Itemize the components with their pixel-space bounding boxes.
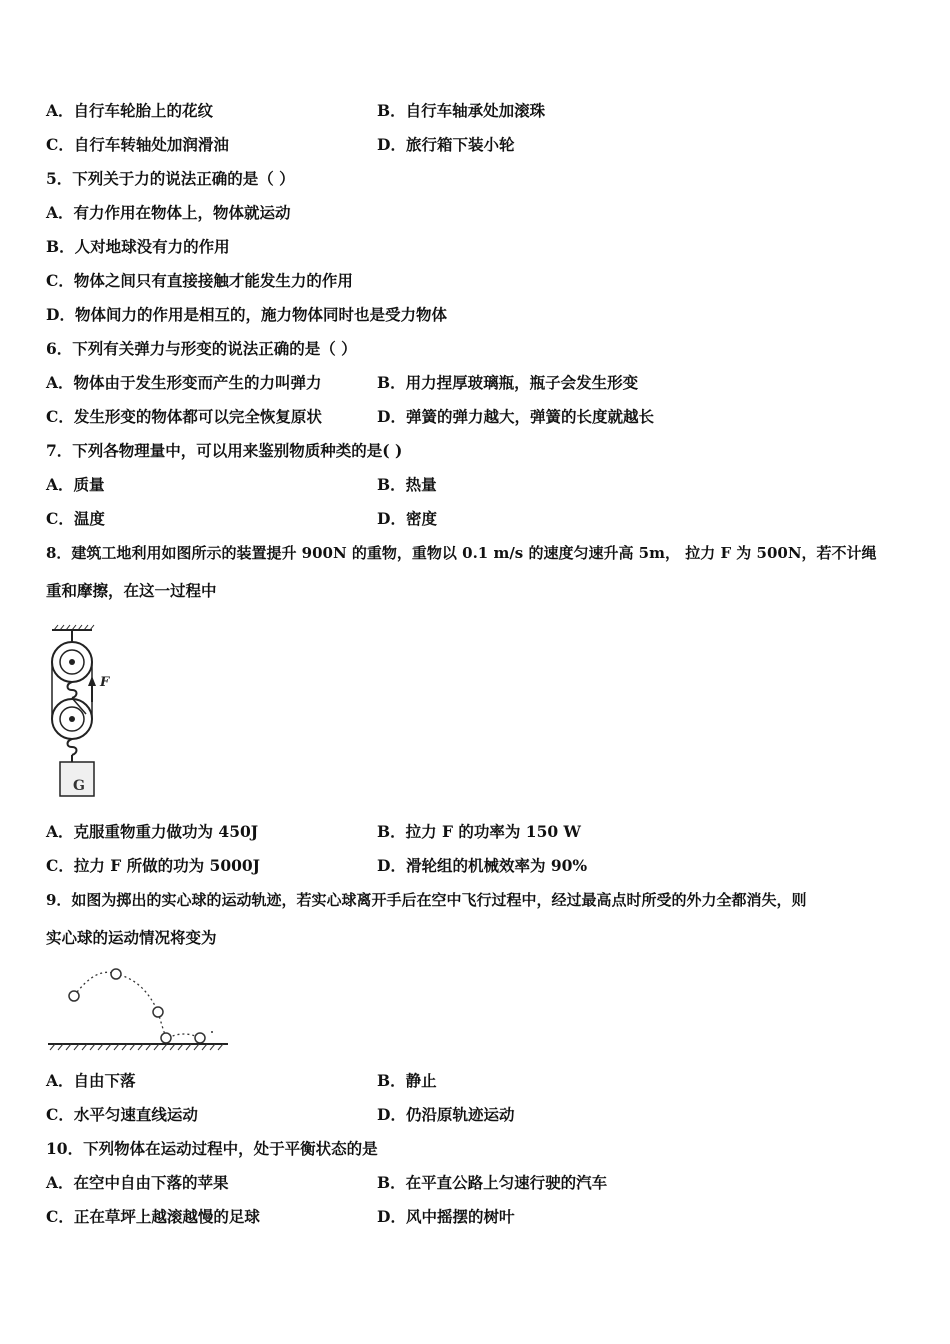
q8-option-b: B．拉力 F 的功率为 150 W [377,822,581,841]
q7-option-b: B．热量 [377,475,437,494]
pulley-system-figure [46,624,126,800]
q7-stem: 7．下列各物理量中，可以用来鉴别物质种类的是( ) [46,441,403,460]
q6-option-b: B．用力捏厚玻璃瓶，瓶子会发生形变 [377,373,639,392]
q4-option-c: C．自行车转轴处加润滑油 [46,135,229,154]
q7-option-a: A．质量 [46,475,105,494]
weight-label-g: G [73,778,85,794]
q8-option-c: C．拉力 F 所做的功为 5000J [46,856,261,875]
q4-option-a: A．自行车轮胎上的花纹 [46,101,214,120]
q8-option-a: A．克服重物重力做功为 450J [46,822,259,841]
q5-option-d: D．物体间力的作用是相互的，施力物体同时也是受力物体 [46,305,447,324]
ball-trajectory-figure [46,962,232,1054]
q6-option-a: A．物体由于发生形变而产生的力叫弹力 [46,373,322,392]
q9-stem-line1: 9．如图为掷出的实心球的运动轨迹，若实心球离开手后在空中飞行过程中，经过最高点时所受的外力全都消失，则 [46,891,807,909]
q9-option-c: C．水平匀速直线运动 [46,1105,198,1124]
q8-option-d: D．滑轮组的机械效率为 90% [377,856,588,875]
q7-option-c: C．温度 [46,509,105,528]
q10-option-a: A．在空中自由下落的苹果 [46,1173,229,1192]
q4-option-d: D．旅行箱下装小轮 [377,135,515,154]
q8-stem-line2: 重和摩擦，在这一过程中 [46,581,217,600]
q10-option-d: D．风中摇摆的树叶 [377,1207,515,1226]
q6-stem: 6．下列有关弹力与形变的说法正确的是（ ） [46,339,357,358]
q5-stem: 5．下列关于力的说法正确的是（ ） [46,169,295,188]
q10-option-c: C．正在草坪上越滚越慢的足球 [46,1207,260,1226]
q10-option-b: B．在平直公路上匀速行驶的汽车 [377,1173,608,1192]
q5-option-c: C．物体之间只有直接接触才能发生力的作用 [46,271,353,290]
q9-option-d: D．仍沿原轨迹运动 [377,1105,515,1124]
q9-stem-line2: 实心球的运动情况将变为 [46,928,217,947]
q9-option-b: B．静止 [377,1071,437,1090]
q10-stem: 10．下列物体在运动过程中，处于平衡状态的是 [46,1139,378,1158]
q5-option-b: B．人对地球没有力的作用 [46,237,230,256]
q6-option-c: C．发生形变的物体都可以完全恢复原状 [46,407,322,426]
q5-option-a: A．有力作用在物体上，物体就运动 [46,203,291,222]
q4-option-b: B．自行车轴承处加滚珠 [377,101,546,120]
q7-option-d: D．密度 [377,509,437,528]
q8-stem-line1: 8．建筑工地利用如图所示的装置提升 900N 的重物，重物以 0.1 m/s 的速度匀速升高 5m， 拉力 F 为 500N，若不计绳 [46,544,877,562]
q6-option-d: D．弹簧的弹力越大，弹簧的长度就越长 [377,407,654,426]
force-label-f: F [100,675,110,690]
q9-option-a: A．自由下落 [46,1071,136,1090]
